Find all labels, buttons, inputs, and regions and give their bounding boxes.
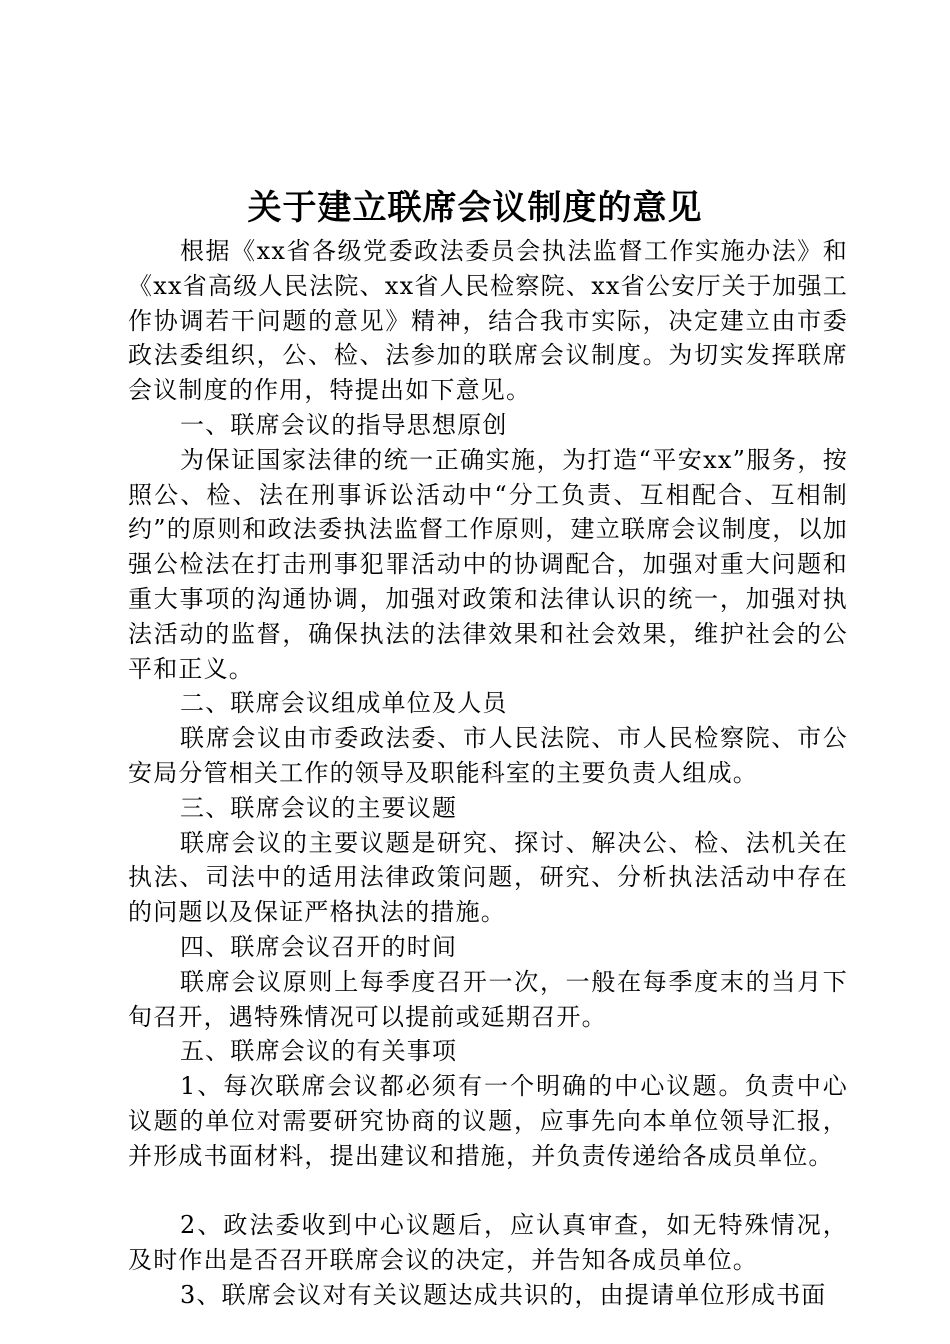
section-4-paragraph: 联席会议原则上每季度召开一次，一般在每季度末的当月下旬召开，遇特殊情况可以提前或延期召开。 <box>128 967 848 1031</box>
section-1-paragraph: 为保证国家法律的统一正确实施，为打造“平安xx”服务，按照公、检、法在刑事诉讼活动中“分工负责、互相配合、互相制约”的原则和政法委执法监督工作原则，建立联席会议制度，以加强公检法在打击刑事犯罪活动中的协调配合，加强对重大问题和重大事项的沟通协调，加强对政策和法律认识的统一，加强对执法活动的监督，确保执法的法律效果和社会效果，维护社会的公平和正义。 <box>128 445 848 683</box>
section-heading-4: 四、联席会议召开的时间 <box>180 932 458 961</box>
section-3-paragraph: 联席会议的主要议题是研究、探讨、解决公、检、法机关在执法、司法中的适用法律政策问题，研究、分析执法活动中存在的问题以及保证严格执法的措施。 <box>128 828 848 927</box>
section-heading-5: 五、联席会议的有关事项 <box>180 1037 458 1066</box>
section-5-item-3: 3、联席会议对有关议题达成共识的，由提请单位形成书面 <box>180 1280 827 1309</box>
section-5-item-2: 2、政法委收到中心议题后，应认真审查，如无特殊情况，及时作出是否召开联席会议的决定，并告知各成员单位。 <box>128 1211 848 1275</box>
section-heading-2: 二、联席会议组成单位及人员 <box>180 689 508 718</box>
section-5-item-1: 1、每次联席会议都必须有一个明确的中心议题。负责中心议题的单位对需要研究协商的议题，应事先向本单位领导汇报，并形成书面材料，提出建议和措施，并负责传递给各成员单位。 <box>128 1072 848 1170</box>
document-body <box>128 234 848 1313</box>
section-2-paragraph: 联席会议由市委政法委、市人民法院、市人民检察院、市公安局分管相关工作的领导及职能科室的主要负责人组成。 <box>128 724 848 787</box>
section-heading-3: 三、联席会议的主要议题 <box>180 793 458 822</box>
intro-paragraph: 根据《xx省各级党委政法委员会执法监督工作实施办法》和《xx省高级人民法院、xx省人民检察院、xx省公安厅关于加强工作协调若干问题的意见》精神，结合我市实际，决定建立由市委政法委组织，公、检、法参加的联席会议制度。为切实发挥联席会议制度的作用，特提出如下意见。 <box>128 237 848 405</box>
document-title: 关于建立联席会议制度的意见 <box>247 188 703 228</box>
section-heading-1: 一、联席会议的指导思想原创 <box>180 410 508 439</box>
